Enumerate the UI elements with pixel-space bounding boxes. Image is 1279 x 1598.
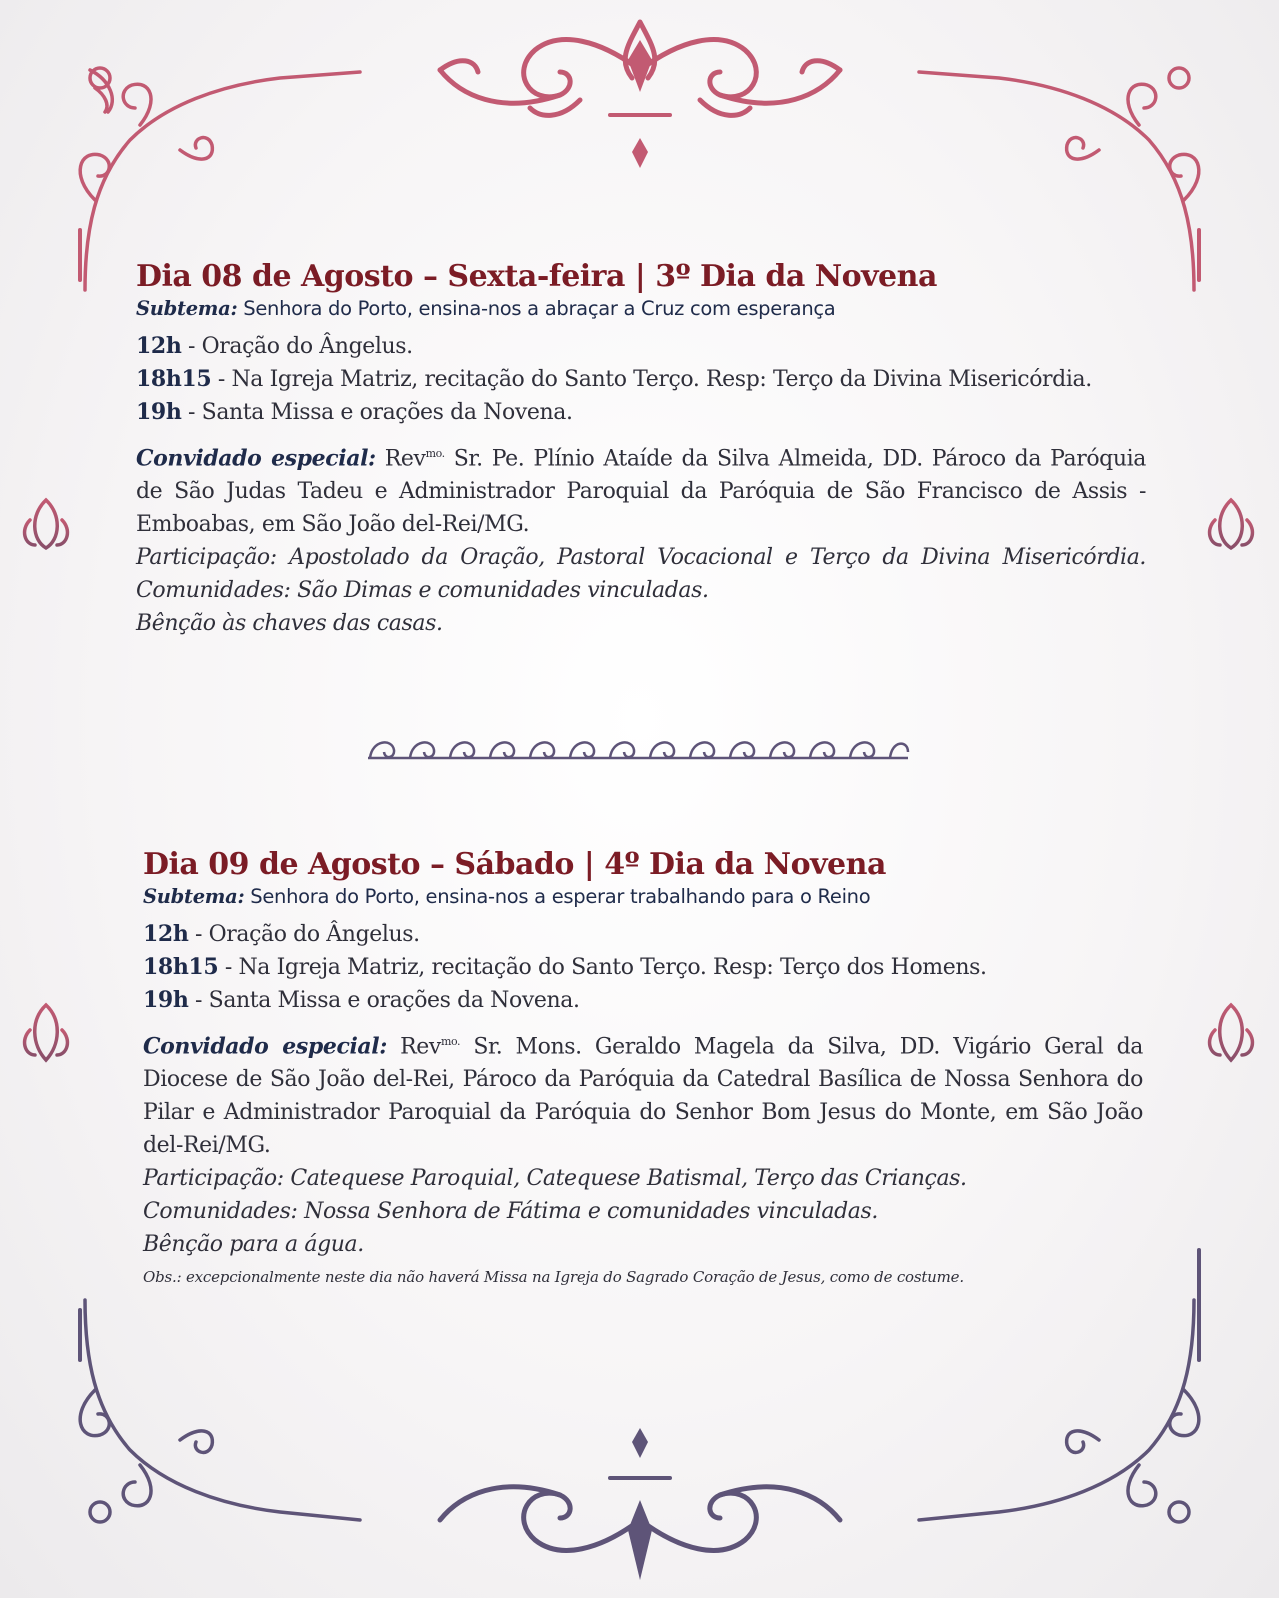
left-side-ornament: [25, 500, 68, 1060]
right-side-ornament: [1210, 500, 1253, 1060]
guest-text: Sr. Mons. Geraldo Magela da Silva, DD. Vigário Geral da Diocese de São João del-Rei, Pároco da Paróquia da Catedral Basílica de Nossa Senhora do Pilar e Administrador Paroquial da Paróquia do Senhor Bom Jesus do Monte, em São João del-Rei/MG.: [143, 1034, 1143, 1159]
schedule-time: 19h: [136, 399, 182, 425]
schedule-time: 19h: [143, 987, 189, 1013]
schedule-item: [143, 984, 1143, 1017]
subtheme-text: Senhora do Porto, ensina-nos a esperar trabalhando para o Reino: [244, 885, 871, 908]
subtheme-label: Subtema:: [136, 297, 238, 320]
subtheme: [136, 296, 1146, 322]
special-guest: [143, 1025, 1143, 1162]
special-guest: [136, 437, 1146, 541]
schedule-time: 18h15: [143, 954, 219, 980]
participation: Participação: Catequese Paroquial, Catequese Batismal, Terço das Crianças.: [143, 1166, 967, 1192]
schedule-text: - Oração do Ângelus.: [181, 334, 413, 359]
section-divider: [368, 742, 908, 758]
schedule-time: 12h: [143, 921, 189, 947]
guest-rev: Rev: [386, 1034, 441, 1060]
schedule-text: - Santa Missa e orações da Novena.: [188, 988, 580, 1013]
subtheme-text: Senhora do Porto, ensina-nos a abraçar a Cruz com esperança: [237, 297, 836, 320]
guest-text: Sr. Pe. Plínio Ataíde da Silva Almeida, DD. Pároco da Paróquia de São Judas Tadeu e Administrador Paroquial da Paróquia de São Francisco de Assis - Emboabas, em São João del-Rei/MG.: [136, 446, 1146, 538]
guest-rev-sup: mo.: [425, 447, 445, 460]
schedule-item: [136, 363, 1146, 396]
schedule-text: - Na Igreja Matriz, recitação do Santo Terço. Resp: Terço dos Homens.: [218, 955, 987, 980]
schedule-item: [136, 396, 1146, 429]
schedule-text: - Santa Missa e orações da Novena.: [181, 400, 573, 425]
guest-label: Convidado especial:: [143, 1033, 387, 1060]
participation: Participação: Apostolado da Oração, Pastoral Vocacional e Terço da Divina Misericórdia. Comunidades: São Dimas e comunidades vinculadas.: [136, 545, 1146, 604]
day-section-08: [136, 258, 1146, 640]
subtheme-label: Subtema:: [143, 885, 245, 908]
day-section-09: [143, 846, 1143, 1304]
schedule-time: 18h15: [136, 366, 212, 392]
guest-rev: Rev: [375, 446, 426, 472]
note: Obs.: excepcionalmente neste dia não haverá Missa na Igreja do Sagrado Coração de Jesus, como de costume.: [143, 1268, 964, 1287]
communities: Comunidades: Nossa Senhora de Fátima e comunidades vinculadas.: [143, 1199, 878, 1225]
guest-rev-sup: mo.: [440, 1035, 461, 1048]
schedule-item: [136, 330, 1146, 363]
guest-label: Convidado especial:: [136, 445, 376, 472]
schedule-item: [143, 951, 1143, 984]
top-left-corner-ornament: [80, 68, 360, 290]
schedule-time: 12h: [136, 333, 182, 359]
schedule-item: [143, 918, 1143, 951]
top-right-corner-ornament: [919, 68, 1199, 290]
schedule-text: - Oração do Ângelus.: [188, 922, 420, 947]
subtheme: [143, 884, 1143, 910]
day-title: Dia 08 de Agosto – Sexta-feira | 3º Dia da Novena: [136, 259, 937, 294]
bottom-left-corner-ornament: [80, 1300, 360, 1522]
top-diamond: [632, 138, 648, 168]
schedule-text: - Na Igreja Matriz, recitação do Santo Terço. Resp: Terço da Divina Misericórdia.: [211, 367, 1092, 392]
day-title: Dia 09 de Agosto – Sábado | 4º Dia da Novena: [143, 847, 886, 882]
blessing: Bênção às chaves das casas.: [136, 611, 443, 637]
blessing: Bênção para a água.: [143, 1232, 364, 1258]
